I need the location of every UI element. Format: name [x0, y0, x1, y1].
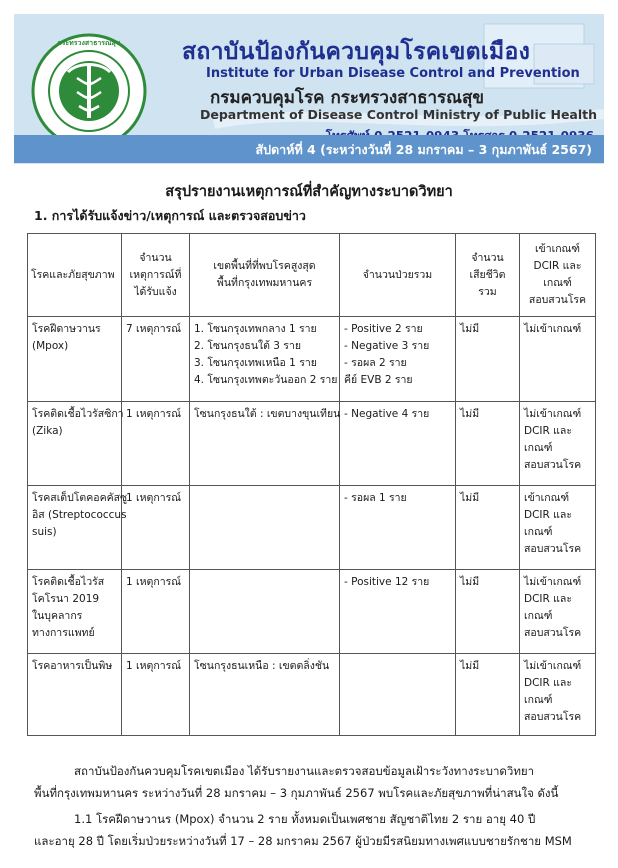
cell-events: 1 เหตุการณ์	[122, 402, 190, 486]
cell-deaths: ไม่มี	[456, 317, 520, 402]
cell-disease: โรคติดเชื้อไวรัส โคโรนา 2019 ในบุคลากร ทางการแพทย์	[28, 570, 122, 654]
week-label: สัปดาห์ที่ 4 (ระหว่างวันที่ 28 มกราคม – 3 กุมภาพันธ์ 2567)	[255, 142, 592, 157]
body-paragraph-2-line-2: และอายุ 28 ปี โดยเริ่มป่วยระหว่างวันที่ 17 – 28 มกราคม 2567 ผู้ป่วยมีรสนิยมทางเพศแบบชายรักชาย MSM	[34, 834, 572, 848]
institute-title-th: สถาบันป้องกันควบคุมโรคเขตเมือง	[182, 39, 531, 65]
table-row	[28, 654, 596, 736]
cell-events: 1 เหตุการณ์	[122, 486, 190, 570]
cell-deaths: ไม่มี	[456, 570, 520, 654]
header-events: จำนวน เหตุการณ์ที่ ได้รับแจ้ง	[122, 234, 190, 317]
cell-patients: - รอผล 1 ราย	[340, 486, 456, 570]
cell-dcir: เข้าเกณฑ์ DCIR และ เกณฑ์ สอบสวนโรค	[520, 486, 596, 570]
cell-deaths: ไม่มี	[456, 486, 520, 570]
table-row	[28, 402, 596, 486]
table-row	[28, 317, 596, 402]
institute-title-en: Institute for Urban Disease Control and Prevention	[206, 66, 580, 81]
cell-patients	[340, 654, 456, 736]
table-row	[28, 486, 596, 570]
table-header-row	[28, 234, 596, 317]
body-paragraph-1-line-1: สถาบันป้องกันควบคุมโรคเขตเมือง ได้รับรายงานและตรวจสอบข้อมูลเฝ้าระวังทางระบาดวิทยา	[74, 764, 535, 778]
cell-events: 7 เหตุการณ์	[122, 317, 190, 402]
cell-deaths: ไม่มี	[456, 654, 520, 736]
week-bar	[14, 135, 604, 163]
cell-patients: - Negative 4 ราย	[340, 402, 456, 486]
body-paragraph-1-line-2: พื้นที่กรุงเทพมหานคร ระหว่างวันที่ 28 มกราคม – 3 กุมภาพันธ์ 2567 พบโรคและภัยสุขภาพที่น่าสนใจ ดังนี้	[34, 786, 559, 800]
cell-area	[190, 486, 340, 570]
header-disease: โรคและภัยสุขภาพ	[28, 234, 122, 317]
cell-area: 1. โซนกรุงเทพกลาง 1 ราย 2. โซนกรุงธนใต้ 3 ราย 3. โซนกรุงเทพเหนือ 1 ราย 4. โซนกรุงเทพตะวันออก 2 ราย	[190, 317, 340, 402]
cell-deaths: ไม่มี	[456, 402, 520, 486]
header-patients: จำนวนป่วยรวม	[340, 234, 456, 317]
cell-disease: โรคติดเชื้อไวรัสซิกา (Zika)	[28, 402, 122, 486]
cell-patients: - Positive 2 ราย - Negative 3 ราย - รอผล 2 ราย คีย์ EVB 2 ราย	[340, 317, 456, 402]
section-title: 1. การได้รับแจ้งข่าว/เหตุการณ์ และตรวจสอบข่าว	[34, 208, 306, 223]
cell-dcir: ไม่เข้าเกณฑ์	[520, 317, 596, 402]
document-title: สรุปรายงานเหตุการณ์ที่สำคัญทางระบาดวิทยา	[165, 184, 453, 200]
cell-events: 1 เหตุการณ์	[122, 654, 190, 736]
header-deaths: จำนวน เสียชีวิต รวม	[456, 234, 520, 317]
cell-area	[190, 570, 340, 654]
header-area: เขตพื้นที่ที่พบโรคสูงสุด พื้นที่กรุงเทพมหานคร	[190, 234, 340, 317]
events-table	[27, 233, 596, 736]
cell-area: โซนกรุงธนใต้ : เขตบางขุนเทียน	[190, 402, 340, 486]
department-title-en: Department of Disease Control Ministry of Public Health	[200, 107, 598, 122]
cell-dcir: ไม่เข้าเกณฑ์ DCIR และ เกณฑ์ สอบสวนโรค	[520, 570, 596, 654]
cell-disease: โรคฝีดาษวานร (Mpox)	[28, 317, 122, 402]
cell-disease: โรคอาหารเป็นพิษ	[28, 654, 122, 736]
cell-disease: โรคสเต็ปโตคอคคัสซู อิส (Streptococcus suis)	[28, 486, 122, 570]
cell-patients: - Positive 12 ราย	[340, 570, 456, 654]
cell-dcir: ไม่เข้าเกณฑ์ DCIR และ เกณฑ์ สอบสวนโรค	[520, 402, 596, 486]
header-dcir: เข้าเกณฑ์ DCIR และ เกณฑ์ สอบสวนโรค	[520, 234, 596, 317]
department-title-th: กรมควบคุมโรค กระทรวงสาธารณสุข	[210, 88, 484, 108]
svg-text:กระทรวงสาธารณสุข: กระทรวงสาธารณสุข	[57, 39, 121, 47]
ministry-seal-icon	[30, 32, 148, 150]
cell-dcir: ไม่เข้าเกณฑ์ DCIR และ เกณฑ์ สอบสวนโรค	[520, 654, 596, 736]
body-paragraph-2-line-1: 1.1 โรคฝีดาษวานร (Mpox) จำนวน 2 ราย ทั้งหมดเป็นเพศชาย สัญชาติไทย 2 ราย อายุ 40 ปี	[74, 812, 536, 826]
cell-events: 1 เหตุการณ์	[122, 570, 190, 654]
table-row	[28, 570, 596, 654]
cell-area: โซนกรุงธนเหนือ : เขตตลิ่งชัน	[190, 654, 340, 736]
